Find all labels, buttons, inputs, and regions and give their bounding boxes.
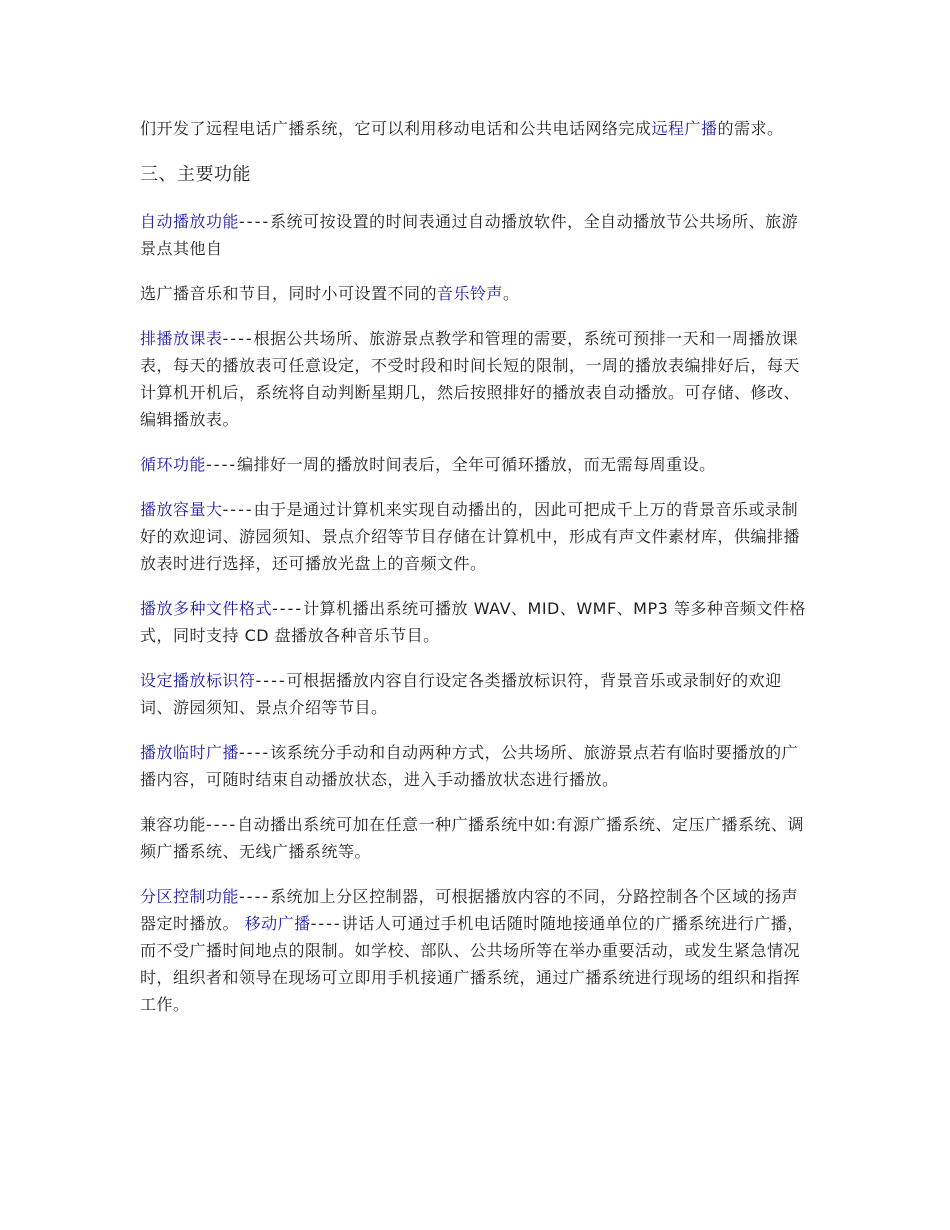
feature-temporary xyxy=(140,739,810,793)
remote-broadcast-link[interactable]: 远程广播 xyxy=(651,119,718,138)
document-body xyxy=(140,115,810,1036)
separator: ---- xyxy=(310,914,342,933)
identifiers-text: 可根据播放内容自行设定各类播放标识符，背景音乐或录制好的欢迎词、游园须知、景点介绍等节目。 xyxy=(140,671,782,717)
separator: ---- xyxy=(222,500,254,519)
capacity-text: 由于是通过计算机来实现自动播出的，因此可把成千上万的背景音乐或录制好的欢迎词、游园须知、景点介绍等节目存储在计算机中，形成有声文件素材库，供编排播放表时进行选择，还可播放光盘上的音频文件。 xyxy=(140,500,801,573)
feature-schedule xyxy=(140,325,810,433)
temporary-title-link[interactable]: 播放临时广播 xyxy=(140,743,240,762)
intro-paragraph xyxy=(140,115,810,142)
feature-music-select xyxy=(140,280,810,307)
music-select-text-1: 选广播音乐和节目，同时小可设置不同的 xyxy=(140,284,438,303)
auto-play-text: 系统可按设置的时间表通过自动播放软件，全自动播放节公共场所、旅游景点其他自 xyxy=(140,212,799,258)
music-select-text-2: 。 xyxy=(503,284,520,303)
zone-control-text: 系统加上分区控制器，可根据播放内容的不同，分路控制各个区域的扬声器定时播放。 xyxy=(140,887,799,933)
separator: ---- xyxy=(222,329,254,348)
compatible-title: 兼容功能 xyxy=(140,815,207,834)
loop-text: 编排好一周的播放时间表后，全年可循环播放，而无需每周重设。 xyxy=(237,455,716,474)
feature-formats xyxy=(140,595,810,649)
feature-loop xyxy=(140,451,810,478)
feature-capacity xyxy=(140,496,810,577)
intro-text-2: 的需求。 xyxy=(717,119,784,138)
compatible-text: 自动播出系统可加在任意一种广播系统中如:有源广播系统、定压广播系统、调频广播系统、无线广播系统等。 xyxy=(140,815,805,861)
schedule-title-link[interactable]: 排播放课表 xyxy=(140,329,223,348)
feature-zone-mobile xyxy=(140,883,810,1018)
feature-compatible xyxy=(140,811,810,865)
mobile-broadcast-link[interactable]: 移动广播 xyxy=(244,914,311,933)
zone-control-title-link[interactable]: 分区控制功能 xyxy=(140,887,240,906)
separator: ---- xyxy=(239,743,271,762)
music-ringtone-link[interactable]: 音乐铃声 xyxy=(437,284,504,303)
separator: ---- xyxy=(255,671,287,690)
separator: ---- xyxy=(239,212,271,231)
feature-identifiers xyxy=(140,667,810,721)
capacity-title-link[interactable]: 播放容量大 xyxy=(140,500,223,519)
separator: ---- xyxy=(206,455,238,474)
separator: ---- xyxy=(206,815,238,834)
formats-title-link[interactable]: 播放多种文件格式 xyxy=(140,599,273,618)
temporary-text: 该系统分手动和自动两种方式，公共场所、旅游景点若有临时要播放的广播内容，可随时结束自动播放状态，进入手动播放状态进行播放。 xyxy=(140,743,799,789)
formats-text: 计算机播出系统可播放 WAV、MID、WMF、MP3 等多种音频文件格式，同时支持 CD 盘播放各种音乐节目。 xyxy=(140,599,806,645)
mobile-broadcast-text: 讲话人可通过手机电话随时随地接通单位的广播系统进行广播，而不受广播时间地点的限制。如学校、部队、公共场所等在举办重要活动，或发生紧急情况时，组织者和领导在现场可立即用手机接通广播系统，通过广播系统进行现场的组织和指挥工作。 xyxy=(140,914,804,1014)
section-heading: 三、主要功能 xyxy=(140,164,251,185)
auto-play-title-link[interactable]: 自动播放功能 xyxy=(140,212,240,231)
identifiers-title-link[interactable]: 设定播放标识符 xyxy=(140,671,256,690)
separator: ---- xyxy=(272,599,304,618)
intro-text-1: 们开发了远程电话广播系统，它可以利用移动电话和公共电话网络完成 xyxy=(140,119,652,138)
loop-title-link[interactable]: 循环功能 xyxy=(140,455,207,474)
schedule-text: 根据公共场所、旅游景点教学和管理的需要，系统可预排一天和一周播放课表，每天的播放表可任意设定，不受时段和时间长短的限制，一周的播放表编排好后，每天计算机开机后，系统将自动判断星期几，然后按照排好的播放表自动播放。可存储、修改、编辑播放表。 xyxy=(140,329,801,429)
feature-auto-play xyxy=(140,208,810,262)
separator: ---- xyxy=(239,887,271,906)
